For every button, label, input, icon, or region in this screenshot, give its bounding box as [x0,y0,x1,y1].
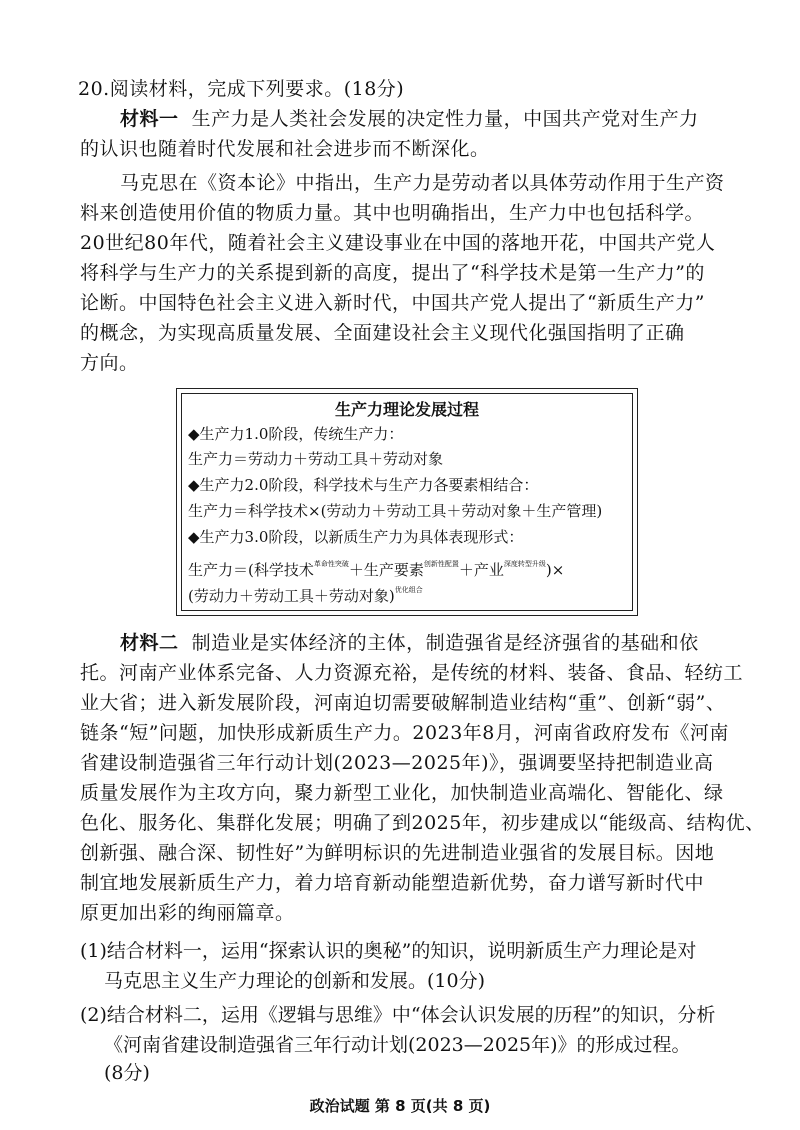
box-title: 生产力理论发展过程 [334,400,479,419]
box-line-formula1: 生产力＝劳动力＋劳动工具＋劳动对象 [188,450,444,468]
productivity-theory-box [176,388,638,616]
box-line-formula3: 生产力＝(科学技术$^{革命性突破}$＋生产要素$^{创新性配置}$＋产业$^{深度转型升级}$)× [188,560,565,579]
material2-line: 链条“短”问题，加快形成新质生产力。2023年8月，河南省政府发布《河南 [80,722,729,744]
material1-intro-line2: 的认识也随着时代发展和社会进步而不断深化。 [80,138,490,160]
superscript-note: 优化组合 [394,586,423,594]
material2-line: 创新强、融合深、韧性好”为鲜明标识的先进制造业强省的发展目标。因地 [80,842,715,864]
material1-p2-line: 的概念，为实现高质量发展、全面建设社会主义现代化强国指明了正确 [80,322,685,344]
material1-p2-line: 20世纪80年代，随着社会主义建设事业在中国的落地开花，中国共产党人 [80,232,716,254]
material1-p2-line: 论断。中国特色社会主义进入新时代，中国共产党人提出了“新质生产力” [80,292,705,314]
sub-question-2: (2)结合材料二，运用《逻辑与思维》中“体会认识发展的历程”的知识，分析 [80,1004,716,1026]
box-line-stage1: ◆生产力1.0阶段，传统生产力： [188,425,404,443]
superscript-note: 创新性配置 [423,560,459,568]
box-line-formula3-cont: (劳动力＋劳动工具＋劳动对象)$^{优化组合}$ [188,586,423,605]
superscript-note: 革命性突破 [313,560,349,568]
page-footer: 政治试题 第 8 页(共 8 页) [309,1097,491,1115]
question-header: 20.阅读材料，完成下列要求。(18分) [78,78,405,100]
material1-intro-line1: 材料一 生产力是人类社会发展的决定性力量，中国共产党对生产力 [120,108,699,130]
material2-line: 质量发展作为主攻方向，聚力新型工业化，加快制造业高端化、智能化、绿 [80,782,724,804]
material2-line: 托。河南产业体系完备、人力资源充裕，是传统的材料、装备、食品、轻纺工 [80,662,744,684]
material2-line: 原更加出彩的绚丽篇章。 [80,902,295,924]
box-inner-border [181,393,633,611]
box-line-stage3: ◆生产力3.0阶段，以新质生产力为具体表现形式： [188,528,524,546]
box-line-stage2: ◆生产力2.0阶段，科学技术与生产力各要素相结合： [188,476,539,494]
material2-line: 省建设制造强省三年行动计划(2023—2025年)》，强调要坚持把制造业高 [80,752,714,774]
material2-line: 业大省；进入新发展阶段，河南迫切需要破解制造业结构“重”、创新“弱”、 [80,692,726,714]
sub-question-1-cont: 马克思主义生产力理论的创新和发展。(10分) [104,970,486,992]
material2-line: 制宜地发展新质生产力，着力培育新动能塑造新优势，奋力谱写新时代中 [80,872,705,894]
sub-question-2-cont: 《河南省建设制造强省三年行动计划(2023—2025年)》的形成过程。 [104,1034,691,1056]
material2-label: 材料二 [120,632,179,654]
material1-p2-line: 马克思在《资本论》中指出，生产力是劳动者以具体劳动作用于生产资 [120,172,725,194]
material1-p2-line: 方向。 [80,352,139,374]
material1-p2-line: 将科学与生产力的关系提到新的高度，提出了“科学技术是第一生产力”的 [80,262,705,284]
superscript-note: 深度转型升级 [503,560,546,568]
box-line-formula2: 生产力＝科学技术×(劳动力＋劳动工具＋劳动对象＋生产管理) [188,502,603,520]
material1-label: 材料一 [120,108,179,130]
sub-question-1: (1)结合材料一，运用“探索认识的奥秘”的知识，说明新质生产力理论是对 [80,940,697,962]
material1-p2-line: 料来创造使用价值的物质力量。其中也明确指出，生产力中也包括科学。 [80,202,705,224]
material2-line1: 材料二 制造业是实体经济的主体，制造强省是经济强省的基础和依 [120,632,699,654]
material2-line: 色化、服务化、集群化发展；明确了到2025年，初步建成以“能级高、结构优、 [80,812,765,834]
sub-question-2-points: (8分) [104,1062,150,1084]
